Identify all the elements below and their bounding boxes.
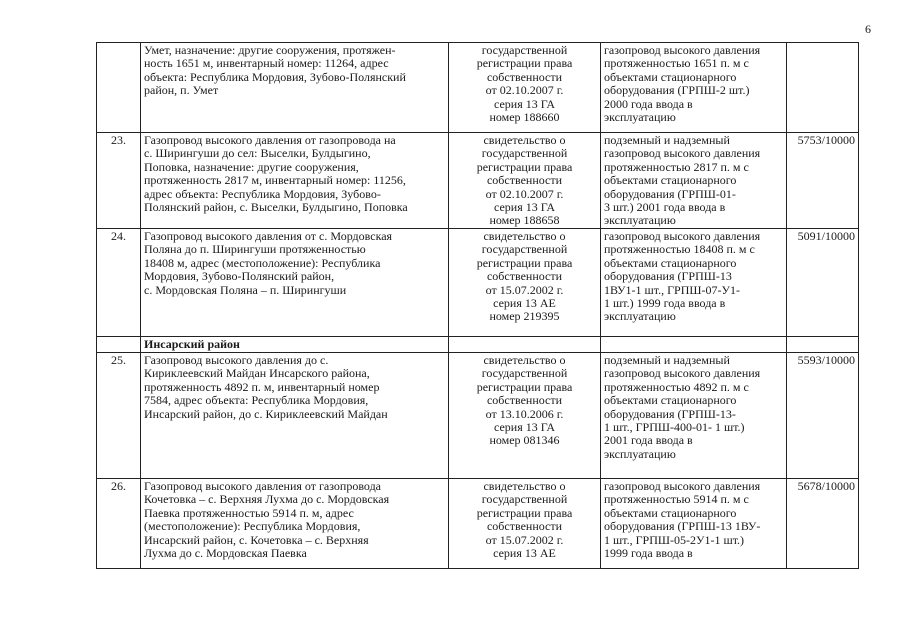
object-description-line: Поляна до п. Ширингуши протяженностью <box>144 242 366 257</box>
equipment-description-line: эксплуатацию <box>604 446 676 461</box>
registration-certificate-line: свидетельство о <box>483 353 566 367</box>
equipment-description-line: оборудования (ГРПШ-2 шт.) <box>604 83 750 98</box>
equipment-description-line: эксплуатацию <box>604 110 676 125</box>
equipment-description-line: газопровод высокого давления <box>604 479 761 493</box>
equipment-description-line: объектами стационарного <box>604 255 737 270</box>
row-number: 26. <box>97 479 141 569</box>
object-description-line: Полянский район, с. Выселки, Булдыгино, Поповка <box>144 200 408 215</box>
registration-certificate-line: собственности <box>486 69 563 84</box>
equipment-description-line: 2000 года ввода в <box>604 96 693 111</box>
equipment-description-line: 3 шт.) 2001 года ввода в <box>604 200 726 215</box>
equipment-description-line: объектами стационарного <box>604 505 737 520</box>
registration-certificate-line: номер 219395 <box>489 309 560 324</box>
registration-certificate-line: государственной <box>481 43 568 57</box>
equipment-description-line: оборудования (ГРПШ-01- <box>604 186 736 201</box>
object-description-line: протяженность 4892 п. м, инвентарный номер <box>144 379 380 394</box>
object-description-line: объекта: Республика Мордовия, Зубово-Полянский <box>144 69 406 84</box>
equipment-description-line: 1ВУ1-1 шт., ГРПШ-07-У1- <box>604 282 740 297</box>
registration-certificate <box>449 229 601 337</box>
registration-certificate-line: свидетельство о <box>483 479 566 493</box>
object-description-line: Газопровод высокого давления от газопровода на <box>144 133 396 147</box>
object-description-line: 18408 м, адрес (местоположение): Республика <box>144 255 381 270</box>
object-description-line: Паевка протяженностью 5914 п. м, адрес <box>144 505 354 520</box>
registration-certificate-line: серия 13 ГА <box>493 420 556 435</box>
registration-certificate-line: серия 13 АЕ <box>493 296 556 311</box>
object-description-line: Лухма до с. Мордовская Паевка <box>144 546 307 561</box>
equipment-description-line: газопровод высокого давления <box>604 229 761 243</box>
district-header-row <box>97 337 859 353</box>
equipment-description-line: эксплуатацию <box>604 309 676 324</box>
object-description <box>141 43 449 133</box>
object-description <box>141 229 449 337</box>
registration-certificate <box>449 479 601 569</box>
table-row <box>97 479 859 569</box>
object-description-line: 7584, адрес объекта: Республика Мордовия, <box>144 393 369 408</box>
row-number: 25. <box>97 353 141 479</box>
row-number-cell <box>97 337 141 353</box>
object-description-line: (местоположение): Республика Мордовия, <box>144 519 361 534</box>
object-description-line: Газопровод высокого давления от с. Мордовская <box>144 229 393 243</box>
registration-certificate-line: от 15.07.2002 г. <box>485 282 564 297</box>
equipment-description <box>601 43 787 133</box>
registration-certificate-line: номер 081346 <box>489 433 560 448</box>
equipment-description-line: объектами стационарного <box>604 173 737 188</box>
ownership-share: 5593/10000 <box>787 353 859 479</box>
equipment-description-line: газопровод высокого давления <box>604 43 761 57</box>
object-description-line: Поповка, назначение: другие сооружения, <box>144 159 359 174</box>
district-name: Инсарский район <box>141 337 449 353</box>
equipment-description-line: оборудования (ГРПШ-13 <box>604 269 732 284</box>
equipment-description-line: газопровод высокого давления <box>604 366 761 381</box>
object-description-line: Мордовия, Зубово-Полянский район, <box>144 269 335 284</box>
registration-certificate-line: регистрации права <box>476 379 573 394</box>
property-table <box>96 42 859 569</box>
object-description-line: Кочетовка – с. Верхняя Лухма до с. Мордовская <box>144 492 390 507</box>
registration-certificate-line: собственности <box>486 519 563 534</box>
row-number <box>97 43 141 133</box>
table-row <box>97 43 859 133</box>
object-description <box>141 353 449 479</box>
equipment-description-line: 1999 года ввода в <box>604 546 693 561</box>
ownership-share <box>787 43 859 133</box>
object-description <box>141 479 449 569</box>
equipment-description-line: протяженностью 5914 п. м с <box>604 492 749 507</box>
registration-certificate-line: собственности <box>486 269 563 284</box>
equipment-description-line: подземный и надземный <box>604 133 730 147</box>
object-description-line: с. Ширингуши до сел: Выселки, Булдыгино, <box>144 146 371 161</box>
table-row <box>97 133 859 229</box>
registration-certificate-line: регистрации права <box>476 505 573 520</box>
equipment-description-line: оборудования (ГРПШ-13- <box>604 406 736 421</box>
object-description-line: адрес объекта: Республика Мордовия, Зубово- <box>144 186 381 201</box>
table-row <box>97 229 859 337</box>
ownership-share: 5753/10000 <box>787 133 859 229</box>
registration-certificate-line: свидетельство о <box>483 229 566 243</box>
registration-certificate <box>449 43 601 133</box>
object-description-line: район, п. Умет <box>144 83 219 98</box>
equipment-description <box>601 479 787 569</box>
registration-certificate-line: собственности <box>486 173 563 188</box>
equip-cell <box>601 337 787 353</box>
registration-certificate-line: номер 188660 <box>489 110 560 125</box>
equipment-description-line: эксплуатацию <box>604 213 676 228</box>
equipment-description-line: протяженностью 18408 п. м с <box>604 242 755 257</box>
table-body <box>97 43 859 569</box>
registration-certificate-line: серия 13 АЕ <box>493 546 556 561</box>
object-description-line: протяженность 2817 м, инвентарный номер: 11256, <box>144 173 406 188</box>
ownership-share: 5678/10000 <box>787 479 859 569</box>
registration-certificate-line: государственной <box>481 366 568 381</box>
equipment-description-line: протяженностью 4892 п. м с <box>604 379 749 394</box>
equipment-description-line: объектами стационарного <box>604 393 737 408</box>
row-number: 24. <box>97 229 141 337</box>
object-description-line: ность 1651 м, инвентарный номер: 11264, адрес <box>144 56 389 71</box>
equipment-description-line: 1 шт.) 1999 года ввода в <box>604 296 726 311</box>
object-description-line: Кириклеевский Майдан Инсарского района, <box>144 366 370 381</box>
object-description <box>141 133 449 229</box>
registration-certificate-line: государственной <box>481 492 568 507</box>
object-description-line: с. Мордовская Поляна – п. Ширингуши <box>144 282 347 297</box>
equipment-description-line: оборудования (ГРПШ-13 1ВУ- <box>604 519 761 534</box>
share-cell <box>787 337 859 353</box>
registration-certificate-line: от 02.10.2007 г. <box>485 83 564 98</box>
registration-certificate <box>449 133 601 229</box>
equipment-description <box>601 353 787 479</box>
row-number: 23. <box>97 133 141 229</box>
equipment-description-line: газопровод высокого давления <box>604 146 761 161</box>
ownership-share: 5091/10000 <box>787 229 859 337</box>
registration-certificate-line: государственной <box>481 242 568 257</box>
registration-certificate-line: серия 13 ГА <box>493 96 556 111</box>
registration-certificate-line: регистрации права <box>476 255 573 270</box>
object-description-line: Умет, назначение: другие сооружения, протяжен- <box>144 43 396 57</box>
object-description-line: Газопровод высокого давления от газопровода <box>144 479 382 493</box>
page-number: 6 <box>865 22 871 36</box>
registration-certificate-line: регистрации права <box>476 159 573 174</box>
registration-certificate-line: номер 188658 <box>489 213 560 228</box>
equipment-description-line: объектами стационарного <box>604 69 737 84</box>
registration-certificate-line: собственности <box>486 393 563 408</box>
registration-certificate-line: от 15.07.2002 г. <box>485 532 564 547</box>
object-description-line: Газопровод высокого давления до с. <box>144 353 329 367</box>
registration-certificate-line: регистрации права <box>476 56 573 71</box>
equipment-description-line: 1 шт., ГРПШ-05-2У1-1 шт.) <box>604 532 745 547</box>
object-description-line: Инсарский район, до с. Кириклеевский Майдан <box>144 406 388 421</box>
object-description-line: Инсарский район, с. Кочетовка – с. Верхняя <box>144 532 369 547</box>
equipment-description <box>601 133 787 229</box>
registration-certificate-line: государственной <box>481 146 568 161</box>
table-row <box>97 353 859 479</box>
equipment-description-line: 1 шт., ГРПШ-400-01- 1 шт.) <box>604 420 745 435</box>
equipment-description <box>601 229 787 337</box>
equipment-description-line: подземный и надземный <box>604 353 730 367</box>
equipment-description-line: протяженностью 1651 п. м с <box>604 56 749 71</box>
doc-cell <box>449 337 601 353</box>
registration-certificate-line: от 02.10.2007 г. <box>485 186 564 201</box>
registration-certificate-line: свидетельство о <box>483 133 566 147</box>
equipment-description-line: протяженностью 2817 п. м с <box>604 159 749 174</box>
registration-certificate-line: от 13.10.2006 г. <box>485 406 564 421</box>
registration-certificate-line: серия 13 ГА <box>493 200 556 215</box>
registration-certificate <box>449 353 601 479</box>
equipment-description-line: 2001 года ввода в <box>604 433 693 448</box>
